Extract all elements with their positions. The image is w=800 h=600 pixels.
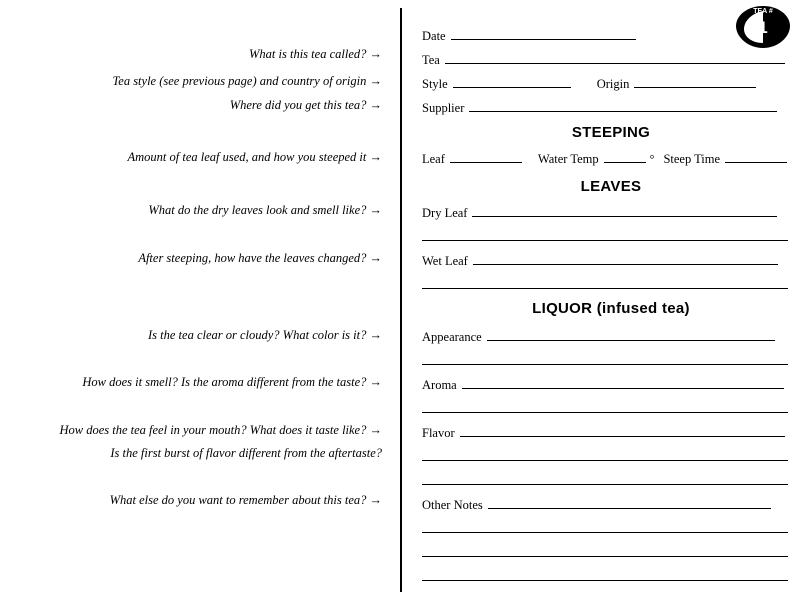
field-input-steep-time[interactable] bbox=[725, 150, 787, 163]
write-line-notes-2[interactable] bbox=[422, 532, 788, 533]
form-column bbox=[410, 0, 800, 600]
field-input-supplier[interactable] bbox=[469, 99, 777, 112]
section-title-liquor: LIQUOR (infused tea) bbox=[532, 300, 690, 317]
prompt-wet-leaf: After steeping, how have the leaves changed? → bbox=[138, 251, 382, 265]
write-line-notes-3[interactable] bbox=[422, 556, 788, 557]
prompt-aroma: How does it smell? Is the aroma different from the taste? → bbox=[82, 375, 382, 389]
section-title-leaves: LEAVES bbox=[580, 178, 642, 195]
field-label-wet-leaf: Wet Leaf bbox=[422, 254, 468, 268]
prompt-flavor-2: Is the first burst of flavor different from the aftertaste? bbox=[110, 446, 382, 460]
section-title-steeping: STEEPING bbox=[571, 124, 651, 141]
field-input-style[interactable] bbox=[453, 75, 571, 88]
field-label-aroma: Aroma bbox=[422, 378, 457, 392]
tea-number-badge bbox=[734, 4, 792, 50]
field-input-wet-leaf[interactable] bbox=[473, 252, 778, 265]
field-input-tea[interactable] bbox=[445, 51, 785, 64]
write-line-notes-4[interactable] bbox=[422, 580, 788, 581]
field-steeping-row[interactable] bbox=[422, 150, 787, 167]
prompt-steeping: Amount of tea leaf used, and how you steeped it → bbox=[127, 150, 382, 164]
prompt-other-notes: What else do you want to remember about this tea? → bbox=[109, 493, 382, 507]
field-input-flavor[interactable] bbox=[460, 424, 785, 437]
badge-number: 1 bbox=[758, 18, 768, 37]
field-label-style: Style bbox=[422, 77, 448, 91]
field-aroma[interactable] bbox=[422, 376, 784, 393]
field-date[interactable] bbox=[422, 27, 636, 44]
prompt-supplier: Where did you get this tea? → bbox=[229, 98, 382, 112]
write-line-aroma-2[interactable] bbox=[422, 412, 788, 413]
prompt-appearance: Is the tea clear or cloudy? What color is it? → bbox=[148, 328, 382, 342]
field-style[interactable] bbox=[422, 75, 756, 92]
field-input-origin[interactable] bbox=[634, 75, 756, 88]
prompts-column bbox=[0, 0, 392, 600]
field-label-steep-time: Steep Time bbox=[663, 152, 721, 166]
field-label-other-notes: Other Notes bbox=[422, 498, 483, 512]
prompt-dry-leaf: What do the dry leaves look and smell like? → bbox=[148, 203, 382, 217]
field-label-tea: Tea bbox=[422, 53, 440, 67]
write-line-appearance-2[interactable] bbox=[422, 364, 788, 365]
column-divider bbox=[400, 8, 402, 592]
field-tea[interactable] bbox=[422, 51, 785, 68]
prompt-flavor-1: How does the tea feel in your mouth? What does it taste like? → bbox=[59, 423, 382, 437]
write-line-flavor-2[interactable] bbox=[422, 460, 788, 461]
field-input-aroma[interactable] bbox=[462, 376, 784, 389]
field-appearance[interactable] bbox=[422, 328, 775, 345]
write-line-flavor-3[interactable] bbox=[422, 484, 788, 485]
field-input-leaf[interactable] bbox=[450, 150, 522, 163]
field-input-dry-leaf[interactable] bbox=[472, 204, 777, 217]
field-other-notes[interactable] bbox=[422, 496, 771, 513]
field-label-water-temp: Water Temp bbox=[537, 152, 599, 166]
write-line-dry-leaf-2[interactable] bbox=[422, 240, 788, 241]
badge-top-label: TEA # bbox=[753, 8, 773, 15]
field-input-appearance[interactable] bbox=[487, 328, 775, 341]
prompt-style-origin: Tea style (see previous page) and country of origin → bbox=[112, 74, 382, 88]
field-input-date[interactable] bbox=[451, 27, 636, 40]
field-label-supplier: Supplier bbox=[422, 101, 465, 115]
field-dry-leaf[interactable] bbox=[422, 204, 777, 221]
field-flavor[interactable] bbox=[422, 424, 785, 441]
field-label-leaf: Leaf bbox=[422, 152, 445, 166]
field-label-origin: Origin bbox=[596, 77, 630, 91]
field-supplier[interactable] bbox=[422, 99, 777, 116]
field-input-water-temp[interactable] bbox=[604, 150, 646, 163]
prompt-tea-name: What is this tea called? → bbox=[249, 47, 382, 61]
field-label-flavor: Flavor bbox=[422, 426, 455, 440]
field-label-dry-leaf: Dry Leaf bbox=[422, 206, 468, 220]
field-wet-leaf[interactable] bbox=[422, 252, 778, 269]
field-label-appearance: Appearance bbox=[422, 330, 482, 344]
write-line-wet-leaf-2[interactable] bbox=[422, 288, 788, 289]
field-input-other-notes[interactable] bbox=[488, 496, 771, 509]
degree-symbol-icon: ° bbox=[649, 152, 655, 166]
field-label-date: Date bbox=[422, 29, 446, 43]
